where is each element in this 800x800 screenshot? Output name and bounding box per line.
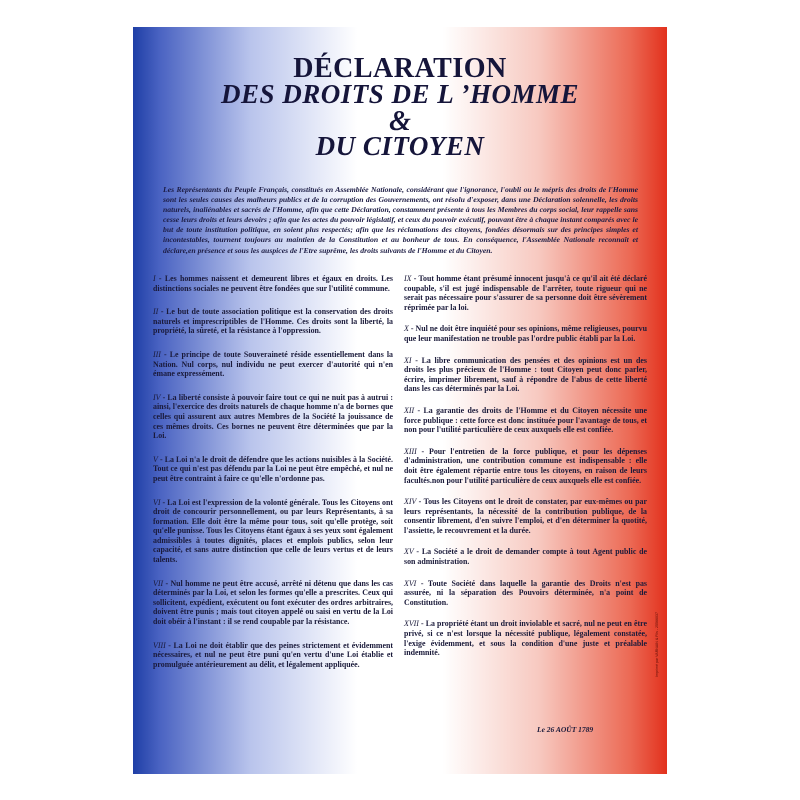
article-number: XIV: [404, 497, 417, 507]
article-text: La Loi ne doit établir que des peines strictement et évidemment nécessaires, et nul ne peut être puni qu'en vertu d'une Loi établie et promulguée antérieurement au délit, et légalement appliquée.: [153, 640, 393, 669]
article-ix: [404, 274, 647, 312]
article-text: Nul ne doit être inquiété pour ses opinions, même religieuses, pourvu que leur manifestation ne trouble pas l'ordre public établi par la Loi.: [404, 324, 647, 343]
article-xiv: [404, 497, 647, 535]
article-number: X: [404, 324, 409, 334]
title-line-ampersand: &: [389, 106, 411, 137]
article-v: [153, 455, 393, 484]
article-text: La garantie des droits de l'Homme et du Citoyen nécessite une force publique : cette force est donc instituée pour l'avantage de tous, et non pour l'utilité particulière de ceux auxquels elle est confiée.: [404, 405, 647, 435]
article-separator: -: [408, 324, 416, 334]
article-number: III: [153, 349, 161, 359]
articles-right-column: [404, 274, 647, 670]
article-text: La libre communication des pensées et des opinions est un des droits les plus précieux de l'Homme : tout Citoyen peut donc parler, écrire, imprimer librement, sauf à répondre de l'abus de cette liberté dans les cas déterminés par la Loi.: [404, 355, 647, 394]
article-separator: -: [160, 497, 168, 507]
article-text: La Loi est l'expression de la volonté générale. Tous les Citoyens ont droit de concourir personnellement, ou par leurs Représentants, à sa formation. Elle doit être la même pour tous, soit qu'elle protège, soit qu'elle punisse. Tous les Citoyens étant égaux à ses yeux sont également admissibles à toutes dignités, places et emplois publics, selon leur capacité, et sans autre distinction que celle de leurs vertus et de leurs talents.: [153, 497, 393, 565]
article-text: La liberté consiste à pouvoir faire tout ce qui ne nuit pas à autrui : ainsi, l'exercice des droits naturels de chaque homme n'a de bornes que celles qui assurent aux autres Membres de la Société la jouissance de ces mêmes droits. Ces bornes ne peuvent être déterminées que par la Loi.: [153, 392, 393, 441]
article-i: [153, 274, 393, 293]
article-text: Tous les Citoyens ont le droit de constater, par eux-mêmes ou par leurs représentants, la nécessité de la contribution publique, de la consentir librement, d'en suivre l'emploi, et d'en déterminer la quotité, l'assiette, le recouvrement et la durée.: [404, 497, 647, 535]
article-text: Toute Société dans laquelle la garantie des Droits n'est pas assurée, ni la séparation des Pouvoirs déterminée, n'a point de Constitution.: [404, 578, 647, 607]
article-separator: -: [157, 454, 165, 464]
article-iv: [153, 393, 393, 441]
article-number: XVII: [404, 619, 419, 629]
article-number: XI: [404, 355, 412, 365]
article-separator: -: [414, 405, 424, 415]
article-ii: [153, 307, 393, 336]
article-text: Tout homme étant présumé innocent jusqu'à ce qu'il ait été déclaré coupable, s'il est jugé indispensable de l'arrêter, toute rigueur qui ne serait pas nécessaire pour s'assurer de sa personne doit être sévèrement réprimée par la loi.: [404, 274, 647, 312]
declaration-poster: [133, 27, 667, 774]
preamble-text: Les Représentants du Peuple Français, constitués en Assemblée Nationale, considérant que l'ignorance, l'oubli ou le mépris des droits de l'Homme sont les seules causes des malheurs publics et de la corruption des Gouvernements, ont résolu d'exposer, dans une Déclaration solennelle, les droits naturels, inaliénables et sacrés de l'Homme, afin que cette Déclaration, constamment présente à tous les Membres du corps social, leur rappelle sans cesse leurs droits et leurs devoirs ; afin que les actes du pouvoir législatif, et ceux du pouvoir exécutif, pouvant être à chaque instant comparés avec le but de toute institution politique, en soient plus respectés; afin que les réclamations des citoyens, fondées désormais sur des principes simples et incontestables, tournent toujours au maintien de la Constitution et au bonheur de tous. En conséquence, l'Assemblée Nationale reconnaît et déclare,en présence et sous les auspices de l'Etre suprême, les droits suivants de l'Homme et du Citoyen.: [163, 185, 638, 255]
article-xi: [404, 356, 647, 394]
article-xvii: [404, 619, 647, 657]
article-text: La propriété étant un droit inviolable et sacré, nul ne peut en être privé, si ce n'est lorsque la nécessité publique, légalement constatée, l'exige évidemment, et sous la condition d'une juste et préalable indemnité.: [404, 619, 648, 658]
article-separator: -: [160, 392, 168, 402]
article-separator: -: [165, 640, 174, 650]
article-number: V: [153, 454, 158, 464]
article-separator: -: [416, 497, 424, 507]
article-text: La Loi n'a le droit de défendre que les actions nuisibles à la Société. Tout ce qui n'est pas défendu par la Loi ne peut être empêché, et nul ne peut être contraint à faire ce qu'elle n'ordonne pas.: [153, 454, 393, 483]
article-text: Le but de toute association politique est la conservation des droits naturels et imprescriptibles de l'Homme. Ces droits sont la liberté, la propriété, la sûreté, et la résistance à l'oppression.: [153, 307, 393, 336]
article-text: Le principe de toute Souveraineté réside essentiellement dans la Nation. Nul corps, nul individu ne peut exercer d'autorité qui n'en émane expressément.: [153, 349, 393, 379]
article-xiii: [404, 447, 647, 485]
article-vi: [153, 498, 393, 565]
article-separator: -: [416, 446, 429, 456]
article-separator: -: [411, 274, 419, 283]
article-separator: -: [158, 307, 167, 317]
article-separator: -: [413, 547, 422, 557]
article-number: I: [153, 274, 156, 283]
article-xii: [404, 406, 647, 435]
article-separator: -: [411, 355, 422, 365]
article-number: IX: [404, 274, 412, 283]
article-separator: -: [416, 578, 428, 588]
article-iii: [153, 350, 393, 379]
article-number: VIII: [153, 640, 166, 650]
article-xvi: [404, 579, 647, 608]
article-number: XV: [404, 547, 414, 557]
article-number: XIII: [404, 446, 417, 456]
article-number: II: [153, 307, 159, 317]
article-text: Nul homme ne peut être accusé, arrêté ni détenu que dans les cas déterminés par la Loi, et selon les formes qu'elle a prescrites. Ceux qui sollicitent, expédient, exécutent ou font exécuter des ordres arbitraires, doivent être punis ; mais tout citoyen appelé ou saisi en vertu de la Loi doit obéir à l'instant : il se rend coupable par la résistance.: [153, 578, 394, 627]
article-number: IV: [153, 392, 161, 402]
article-separator: -: [160, 349, 170, 359]
article-separator: -: [155, 274, 165, 283]
article-vii: [153, 579, 393, 627]
title-line-declaration: DÉCLARATION: [293, 53, 507, 84]
article-xv: [404, 547, 647, 566]
title-line-citoyen: DU CITOYEN: [315, 131, 485, 161]
article-separator: -: [418, 619, 426, 629]
article-number: VII: [153, 578, 164, 588]
declaration-date: Le 26 AOÛT 1789: [537, 725, 594, 734]
article-text: La Société a le droit de demander compte à tout Agent public de son administration.: [404, 547, 647, 567]
title-line-droits-homme: DES DROITS DE L ’HOMME: [220, 79, 580, 109]
article-number: XII: [404, 405, 415, 415]
article-text: Pour l'entretien de la force publique, et pour les dépenses d'administration, une contribution commune est indispensable : elle doit être également répartie entre tous les citoyens, en raison de leurs facultés.non pour l'utilité particulière de ceux auxquels elle est confiée.: [404, 446, 647, 485]
article-text: Les hommes naissent et demeurent libres et égaux en droits. Les distinctions sociales ne peuvent être fondées que sur l'utilité commune.: [153, 274, 393, 293]
article-viii: [153, 641, 393, 670]
printer-note: Imprimé par VARNAIN & Fils - 25566037: [655, 611, 659, 677]
article-x: [404, 324, 647, 343]
article-number: VI: [153, 497, 161, 507]
articles-left-column: [153, 274, 393, 683]
article-number: XVI: [404, 578, 417, 588]
article-separator: -: [163, 578, 171, 588]
